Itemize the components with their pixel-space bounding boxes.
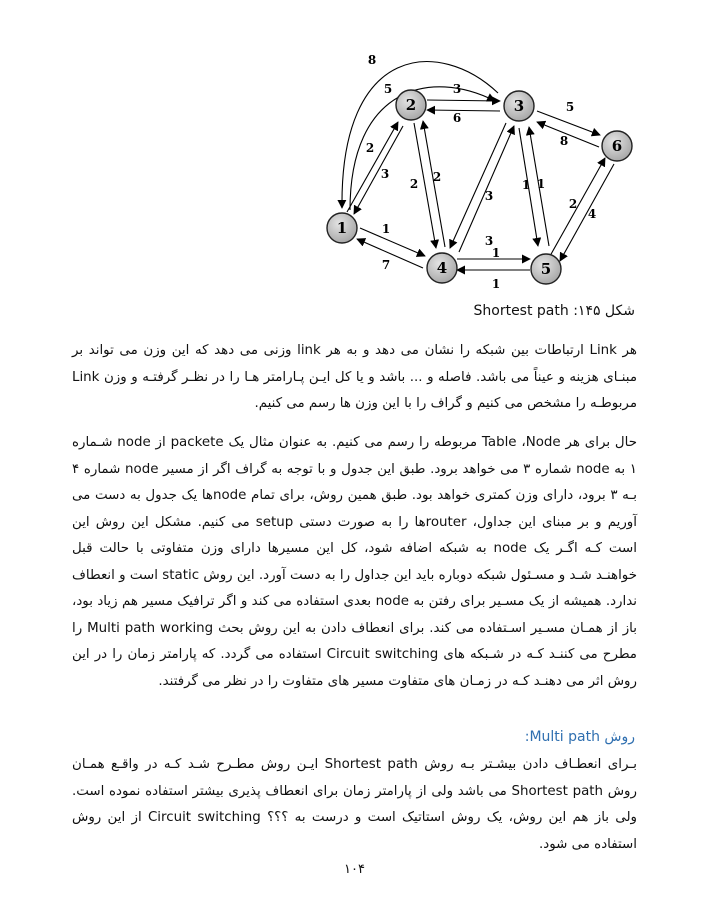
edge-weight-label: 2 bbox=[568, 197, 578, 211]
edge-weight-label: 1 bbox=[521, 178, 531, 192]
edge-weight-label: 8 bbox=[367, 53, 377, 67]
edge-weight-label: 2 bbox=[432, 170, 442, 184]
edge-3-to-1 bbox=[342, 62, 498, 208]
paragraph-link-weights: هر Link ارتباطات بین شبکه را نشان می دهد و به هر link وزنی می دهد که این وزن می تواند بر مبنـای هزینه و عیناً می باشد. فاصله و ... باشد و یا کل ایـن پـارامتر هـا را در نظـر گرفتـه و وزن Link مربوطـه را مشخص می کنیم و گراف را با این وزن ها رسم می کنیم. bbox=[72, 343, 637, 411]
edge-weight-label: 2 bbox=[409, 177, 419, 191]
edge-4-to-2 bbox=[423, 121, 445, 247]
figure-caption: شکل ۱۴۵: Shortest path bbox=[473, 303, 635, 319]
edge-weight-label: 6 bbox=[452, 111, 462, 125]
graph-node-label: 2 bbox=[405, 96, 417, 114]
edge-5-to-6 bbox=[550, 158, 605, 256]
edge-3-to-2 bbox=[427, 110, 500, 111]
edge-weight-label: 3 bbox=[380, 167, 390, 181]
page-number: ۱۰۴ bbox=[344, 862, 365, 877]
graph-node-label: 1 bbox=[336, 219, 348, 237]
edge-1-to-2 bbox=[347, 122, 398, 212]
edge-weight-label: 2 bbox=[365, 141, 375, 155]
network-graph-figure bbox=[300, 48, 640, 293]
graph-node-label: 3 bbox=[513, 97, 525, 115]
section-heading-multi-path: روش Multi path: bbox=[524, 729, 635, 745]
graph-node-label: 6 bbox=[611, 137, 623, 155]
edge-weight-label: 1 bbox=[491, 246, 501, 260]
edge-weight-label: 3 bbox=[452, 82, 462, 96]
edge-1-to-4 bbox=[360, 228, 425, 256]
edge-weight-label: 5 bbox=[383, 82, 393, 96]
graph-node-label: 5 bbox=[540, 260, 552, 278]
edge-weight-label: 5 bbox=[565, 100, 575, 114]
network-graph-svg bbox=[300, 48, 640, 293]
edge-2-to-1 bbox=[354, 126, 403, 214]
edge-3-to-6 bbox=[537, 111, 600, 135]
graph-node-label: 4 bbox=[436, 259, 448, 277]
edge-weight-label: 4 bbox=[587, 207, 597, 221]
edge-2-to-3 bbox=[427, 100, 500, 101]
edge-weight-label: 7 bbox=[381, 258, 391, 272]
edge-3-to-4 bbox=[450, 123, 506, 248]
paragraph-multi-path: بـرای انعطـاف دادن بیشـتر بـه روش Shortest path ایـن روش مطـرح شـد کـه در واقـع همـان روش Shortest path می باشد ولی از پارامتر زمان برای انعطاف پذیری بیشتر استفاده نموده است. ولی باز هم این روش، یک روش استاتیک است و درست به ؟؟؟ Circuit switching از این روش استفاده می شود. bbox=[72, 757, 637, 852]
edge-weight-label: 3 bbox=[484, 234, 494, 248]
paragraph-routing-table: حال برای هر Table ،Node مربوطه را رسم می کنیم. به عنوان مثال یک packete از node شـماره ۱ به node شماره ۳ می خواهد برود. طبق این جدول و با توجه به گراف اگر از مسیر node شماره ۴ بـه ۳ برود، دارای وزن کمتری خواهد بود. طبق همین روش، برای تمام nodeها یک جدول به دست می آوریم و بر مبنای این جداول، routerها را به صورت دستی setup می کنیم. مشکل این روش این است کـه اگـر یک node به شبکه اضافه شود، کل این مسیرها دارای وزن متفاوتی با حالت قبل خواهنـد شـد و مسـئول شبکه دوباره باید این جداول را به دست آورد. این روش static است و انعطاف ندارد. همیشه از یک مسـیر برای رفتن به node بعدی استفاده می کند و اگر ترافیک مسیر هم زیاد بود، باز از همـان مسـیر اسـتفاده می کند. برای انعطاف دادن به این روش بحث Multi path working را مطرح می کننـد کـه در شـبکه های Circuit switching استفاده می گردد. که پارامتر زمان را در این روش اثر می دهنـد کـه در زمـان های متفاوت مسیر های متفاوت را در نظر می گرفتند. bbox=[72, 435, 637, 689]
edge-weight-label: 3 bbox=[484, 189, 494, 203]
edge-weight-label: 8 bbox=[559, 134, 569, 148]
edge-weight-label: 1 bbox=[381, 222, 391, 236]
edge-weight-label: 1 bbox=[491, 277, 501, 291]
edge-weight-label: 1 bbox=[536, 177, 546, 191]
